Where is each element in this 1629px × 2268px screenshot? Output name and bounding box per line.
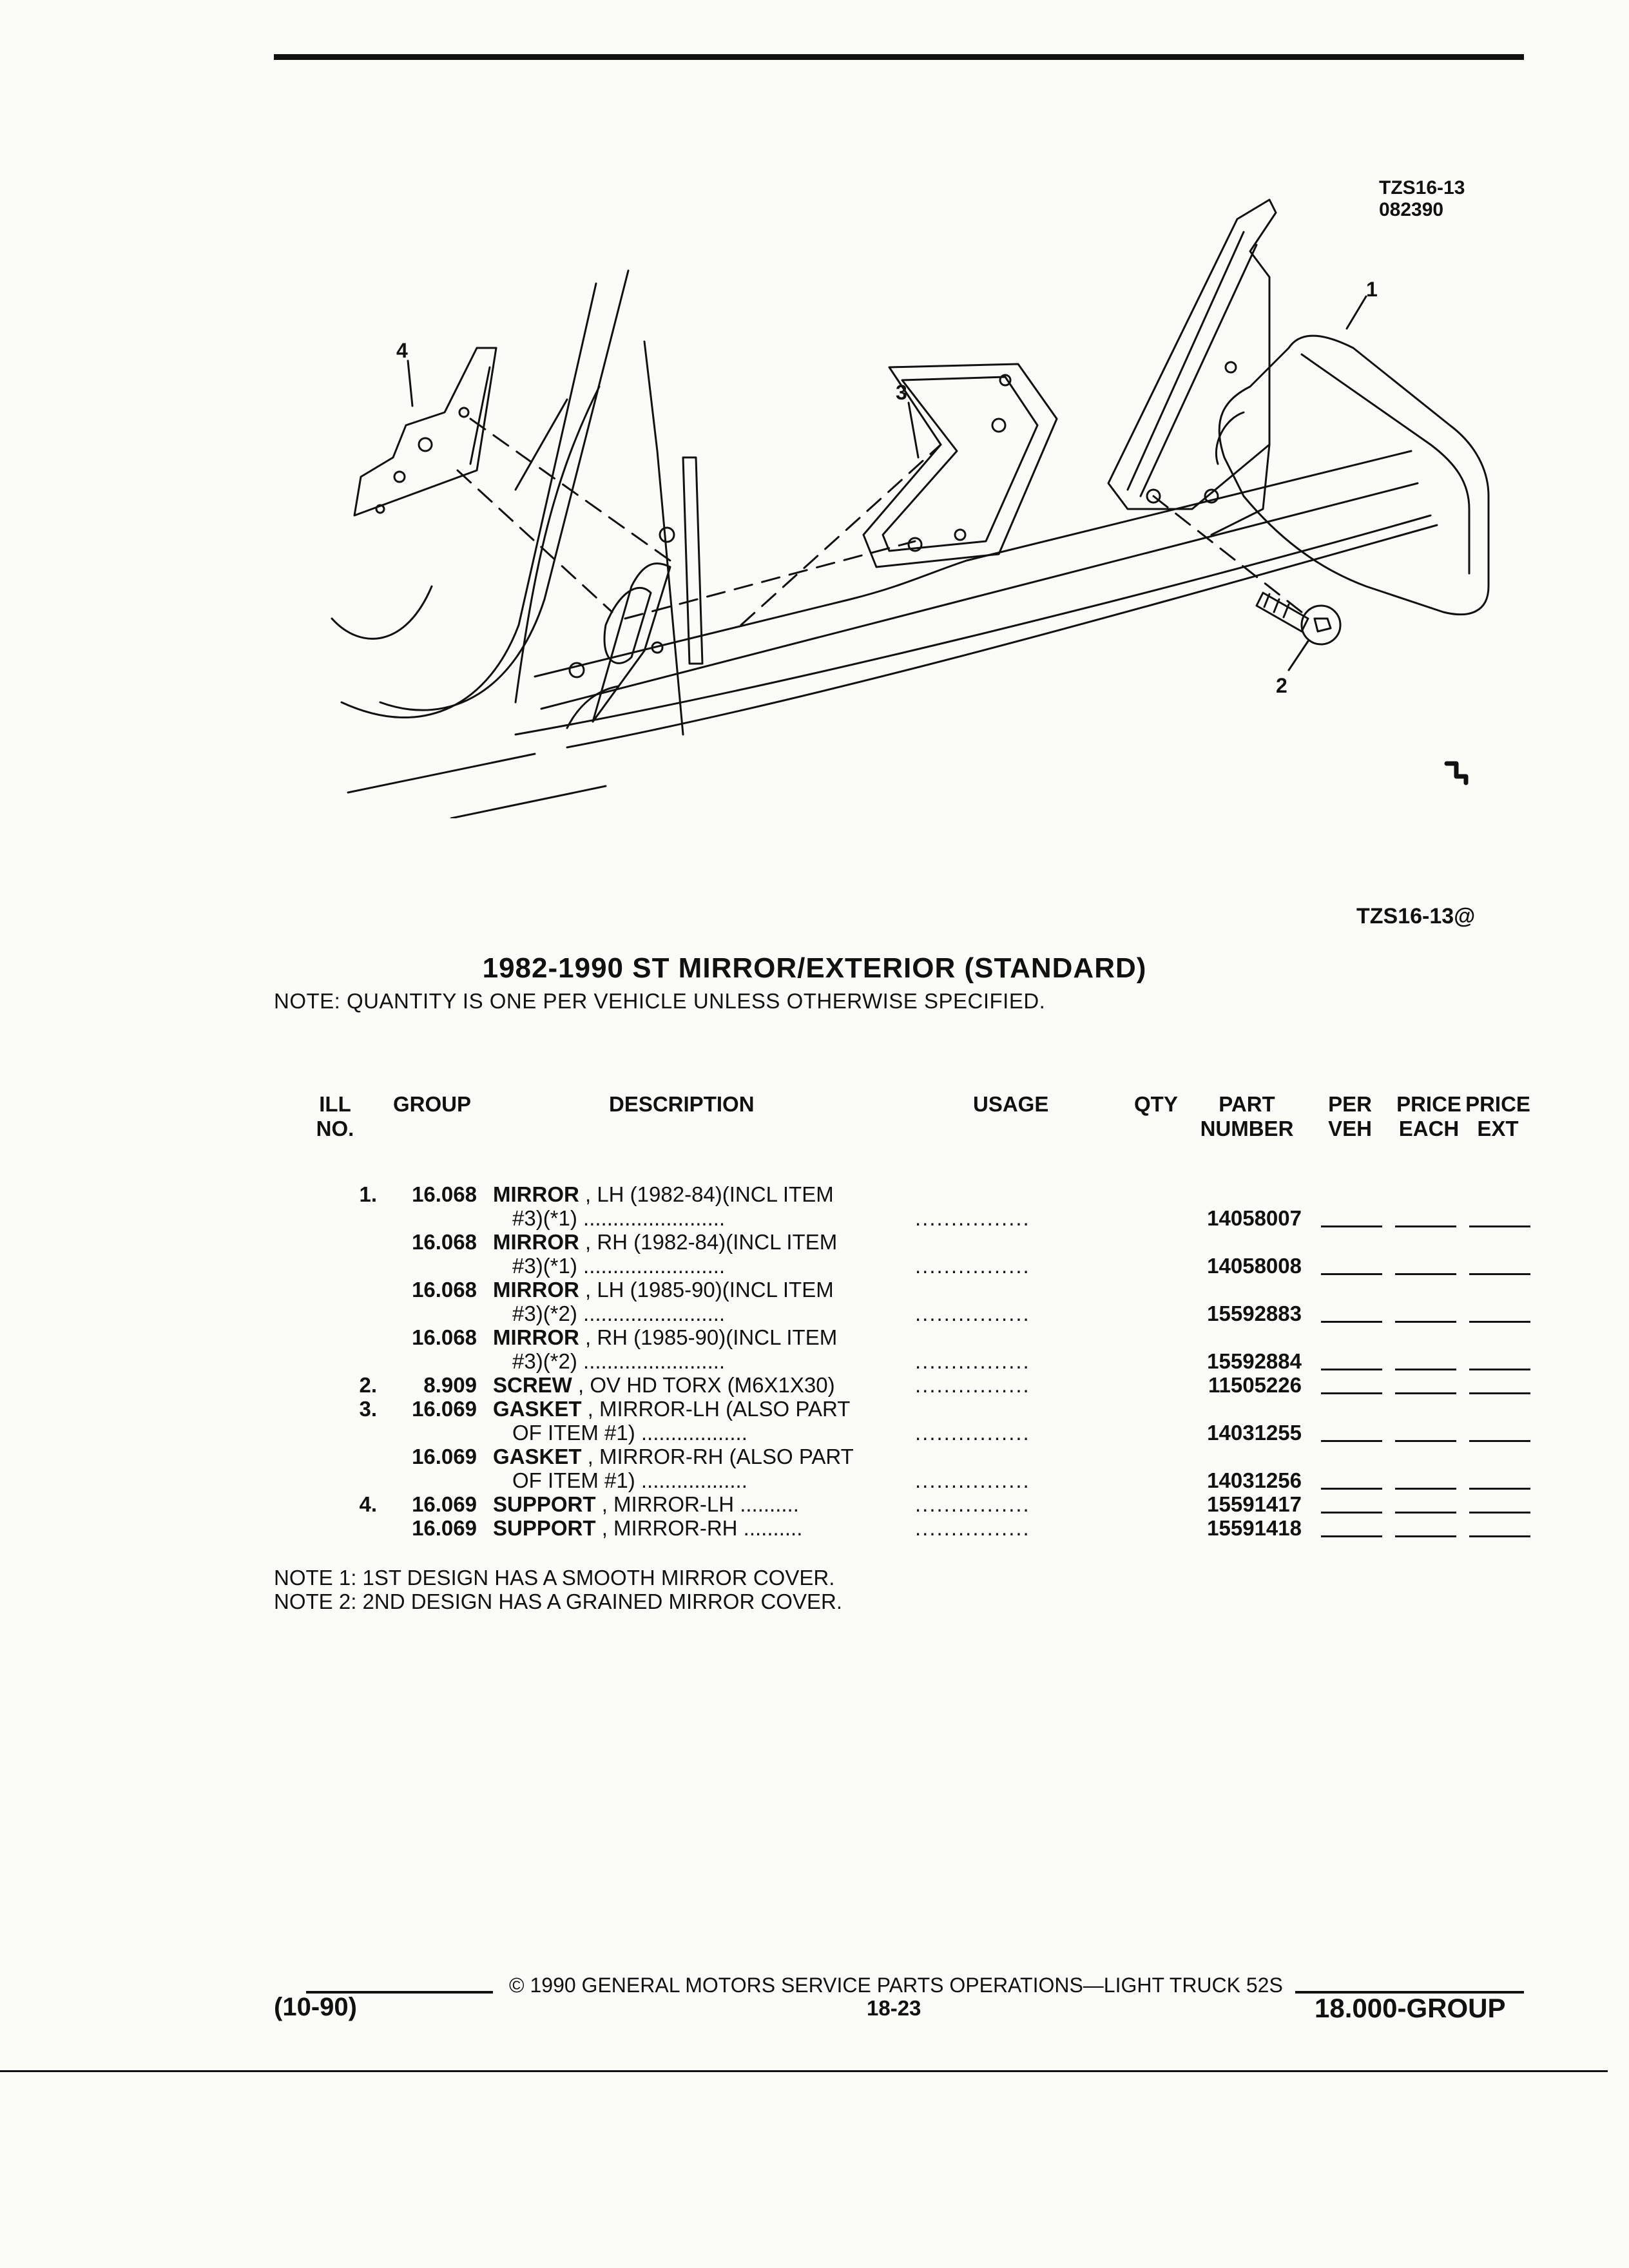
gasket [863, 364, 1057, 567]
col-price-ext: PRICE EXT [1465, 1092, 1530, 1140]
callout-1: 1 [1366, 278, 1378, 301]
table-row: 16.068 MIRROR , RH (1982-84)(INCL ITEM [412, 1230, 838, 1254]
top-rule [274, 54, 1524, 60]
callout-2: 2 [1276, 674, 1287, 697]
col-description: DESCRIPTION [609, 1092, 755, 1116]
col-ill: ILL NO. [316, 1092, 354, 1140]
mirror-illustration [322, 174, 1501, 818]
support-bracket [354, 348, 496, 515]
table-row: 16.068 MIRROR , LH (1985-90)(INCL ITEM [412, 1278, 834, 1302]
figure-date-code: 082390 [1379, 199, 1444, 220]
callout-3: 3 [896, 381, 907, 404]
footer-date: (10-90) [274, 1993, 357, 2021]
table-row: 16.069 GASKET , MIRROR-RH (ALSO PART [412, 1445, 854, 1468]
table-row: 3. 16.069 GASKET , MIRROR-LH (ALSO PART [359, 1397, 851, 1421]
table-row: OF ITEM #1) .................. ................ 14031256 [0, 1468, 1629, 1494]
figure-reference: TZS16-13@ [1356, 904, 1476, 928]
table-row: #3)(*1) ........................ ................ 14058007 [0, 1206, 1629, 1232]
footer-copyright: © 1990 GENERAL MOTORS SERVICE PARTS OPERATIONS—LIGHT TRUCK 52S [509, 1974, 1283, 1997]
footer-group: 18.000-GROUP [1315, 1993, 1506, 2023]
col-price-each: PRICE EACH [1396, 1092, 1461, 1140]
corner-mark [1447, 764, 1466, 783]
screw [1257, 593, 1340, 644]
col-part-number: PART NUMBER [1200, 1092, 1294, 1140]
alignment-lines [458, 419, 1302, 625]
table-row: #3)(*2) ........................ ................ 15592883 [0, 1302, 1629, 1327]
figure-code: TZS16-13 [1379, 177, 1465, 198]
col-qty: QTY [1134, 1092, 1178, 1116]
table-row: #3)(*2) ........................ ................ 15592884 [0, 1349, 1629, 1375]
table-row: 2. 8.909 SCREW , OV HD TORX (M6X1X30) ................ 11505226 [0, 1373, 1629, 1399]
col-per-veh: PER VEH [1328, 1092, 1372, 1140]
footnote-1: NOTE 1: 1ST DESIGN HAS A SMOOTH MIRROR COVER. [274, 1566, 835, 1590]
quantity-note: NOTE: QUANTITY IS ONE PER VEHICLE UNLESS OTHERWISE SPECIFIED. [274, 989, 1046, 1013]
callout-4: 4 [396, 339, 408, 362]
bottom-rule [0, 2070, 1608, 2072]
table-row: #3)(*1) ........................ ................ 14058008 [0, 1254, 1629, 1280]
col-usage: USAGE [973, 1092, 1049, 1116]
page-title: 1982-1990 ST MIRROR/EXTERIOR (STANDARD) [482, 952, 1147, 984]
table-row: OF ITEM #1) .................. ................ 14031255 [0, 1421, 1629, 1446]
table-row: 16.069 SUPPORT , MIRROR-RH .......... ................ 15591418 [0, 1516, 1629, 1542]
table-row: 16.068 MIRROR , RH (1985-90)(INCL ITEM [412, 1325, 838, 1349]
col-group: GROUP [393, 1092, 472, 1116]
door-frame [332, 271, 1437, 818]
footnote-2: NOTE 2: 2ND DESIGN HAS A GRAINED MIRROR COVER. [274, 1590, 842, 1613]
footer-page-number: 18-23 [867, 1996, 921, 2020]
table-row: 4. 16.069 SUPPORT , MIRROR-LH .......... ................ 15591417 [0, 1492, 1629, 1518]
table-row: 1. 16.068 MIRROR , LH (1982-84)(INCL ITEM [359, 1182, 834, 1206]
